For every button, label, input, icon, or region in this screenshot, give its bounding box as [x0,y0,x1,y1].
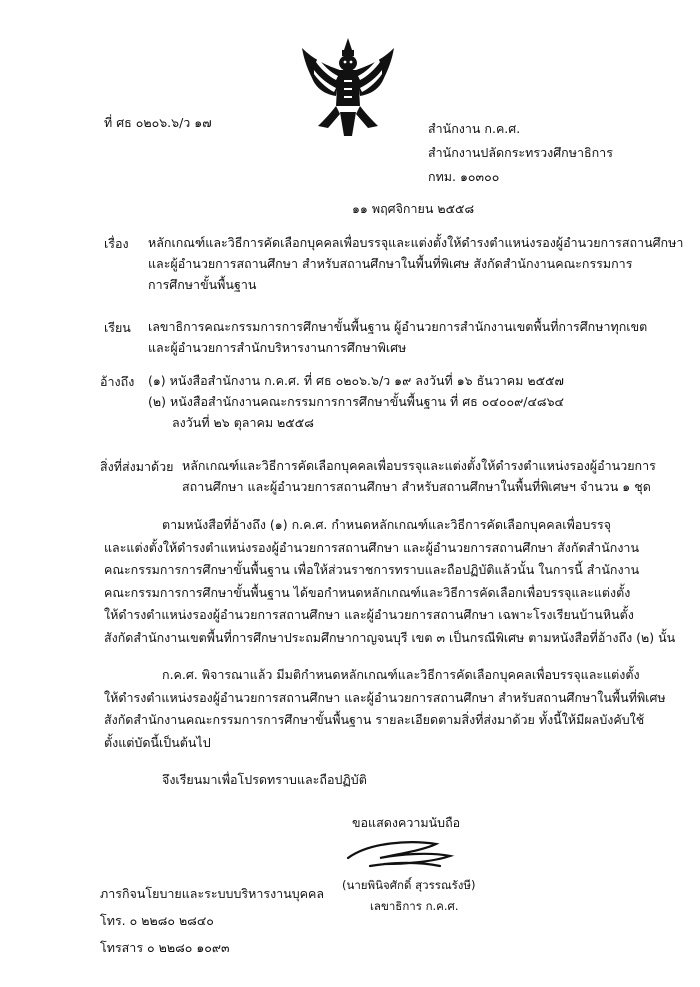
issuing-city: กทม. ๑๐๓๐๐ [428,169,500,184]
enclosure-line: สถานศึกษา และผู้อำนวยการสถานศึกษา สำหรับสถานศึกษาในพื้นที่พิเศษฯ จำนวน ๑ ชุด [182,479,651,494]
subject-line: และผู้อำนวยการสถานศึกษา สำหรับสถานศึกษาในพื้นที่พิเศษ สังกัดสำนักงานคณะกรรมการ [148,256,633,271]
body-line: ก.ค.ศ. พิจารณาแล้ว มีมติกำหนดหลักเกณฑ์และวิธีการคัดเลือกบุคคลเพื่อบรรจุและแต่งตั้ง [162,667,640,682]
recipient-label: เรียน [104,320,131,335]
body-paragraph-2 [104,664,666,754]
body-line: ให้ดำรงตำแหน่งรองผู้อำนวยการสถานศึกษา และผู้อำนวยการสถานศึกษา สำหรับสถานศึกษาในพื้นที่พิเศษ [104,689,666,705]
reference-item: (๒) หนังสือสำนักงานคณะกรรมการการศึกษาขั้นพื้นฐาน ที่ ศธ ๐๔๐๐๙/๔๘๖๔ [148,394,564,409]
reference-item: (๑) หนังสือสำนักงาน ก.ค.ศ. ที่ ศธ ๐๒๐๖.๖/ว ๑๙ ลงวันที่ ๑๖ ธันวาคม ๒๕๕๗ [148,373,564,388]
garuda-emblem [294,36,402,138]
issuing-ministry: สำนักงานปลัดกระทรวงศึกษาธิการ [428,145,613,160]
handwritten-signature [340,836,460,872]
subject-label: เรื่อง [104,236,129,251]
recipient-line: และผู้อำนวยการสำนักบริหารงานการศึกษาพิเศษ [148,340,407,355]
issuing-office: สำนักงาน ก.ค.ศ. [428,121,521,136]
body-line: สังกัดสำนักงานเขตพื้นที่การศึกษาประถมศึกษากาญจนบุรี เขต ๓ เป็นกรณีพิเศษ ตามหนังสือที่อ้างถึง (๒) นั้น [104,629,676,645]
subject-line: หลักเกณฑ์และวิธีการคัดเลือกบุคคลเพื่อบรรจุและแต่งตั้งให้ดำรงตำแหน่งรองผู้อำนวยการสถานศึกษา [148,235,684,250]
signatory-name: (นายพินิจศักดิ์ สุวรรณรังษี) [342,878,476,892]
references-label: อ้างถึง [100,374,135,389]
closing-request: จึงเรียนมาเพื่อโปรดทราบและถือปฏิบัติ [162,772,367,787]
footer-phone: โทร. ๐ ๒๒๘๐ ๒๘๔๐ [100,913,214,928]
reference-number: ที่ ศธ ๐๒๐๖.๖/ว ๑๗ [104,115,212,130]
body-line: ให้ดำรงตำแหน่งรองผู้อำนวยการสถานศึกษา และผู้อำนวยการสถานศึกษา เฉพาะโรงเรียนบ้านหินตั้ง [104,607,634,622]
footer-division: ภารกิจนโยบายและระบบบริหารงานบุคคล [100,886,325,901]
body-line: สังกัดสำนักงานคณะกรรมการการศึกษาขั้นพื้นฐาน รายละเอียดตามสิ่งที่ส่งมาด้วย ทั้งนี้ให้มีผลบังคับใช้ [104,712,645,727]
recipient-line: เลขาธิการคณะกรรมการการศึกษาขั้นพื้นฐาน ผู้อำนวยการสำนักงานเขตพื้นที่การศึกษาทุกเขต [148,319,648,334]
enclosure-line: หลักเกณฑ์และวิธีการคัดเลือกบุคคลเพื่อบรรจุและแต่งตั้งให้ดำรงตำแหน่งรองผู้อำนวยการ [182,458,656,473]
body-line: คณะกรรมการการศึกษาขั้นพื้นฐาน เพื่อให้ส่วนราชการทราบและถือปฏิบัติแล้วนั้น ในการนี้ สำนักงาน [104,562,640,577]
body-line: ตามหนังสือที่อ้างถึง (๑) ก.ค.ศ. กำหนดหลักเกณฑ์และวิธีการคัดเลือกบุคคลเพื่อบรรจุ [162,517,611,532]
subject-text [148,232,683,295]
body-line: คณะกรรมการการศึกษาขั้นพื้นฐาน ได้ขอกำหนดหลักเกณฑ์และวิธีการคัดเลือกเพื่อบรรจุและแต่งตั้ง [104,584,631,600]
letter-date: ๑๑ พฤศจิกายน ๒๕๕๘ [352,201,475,216]
reference-item: ลงวันที่ ๒๖ ตุลาคม ๒๕๕๘ [172,415,314,430]
enclosure-text [182,455,656,497]
body-line: และแต่งตั้งให้ดำรงตำแหน่งรองผู้อำนวยการสถานศึกษา และผู้อำนวยการสถานศึกษา สังกัดสำนักงาน [104,539,639,555]
references-list [148,370,564,433]
recipient-text [148,316,647,358]
enclosure-label: สิ่งที่ส่งมาด้วย [100,459,174,474]
signatory-title: เลขาธิการ ก.ค.ศ. [370,899,459,913]
body-line: ตั้งแต่บัดนี้เป็นต้นไป [104,734,211,750]
footer-fax: โทรสาร ๐ ๒๒๘๐ ๑๐๙๓ [100,940,230,955]
subject-line: การศึกษาขั้นพื้นฐาน [148,277,257,292]
closing-salutation: ขอแสดงความนับถือ [352,815,461,830]
body-paragraph-1 [104,514,675,649]
